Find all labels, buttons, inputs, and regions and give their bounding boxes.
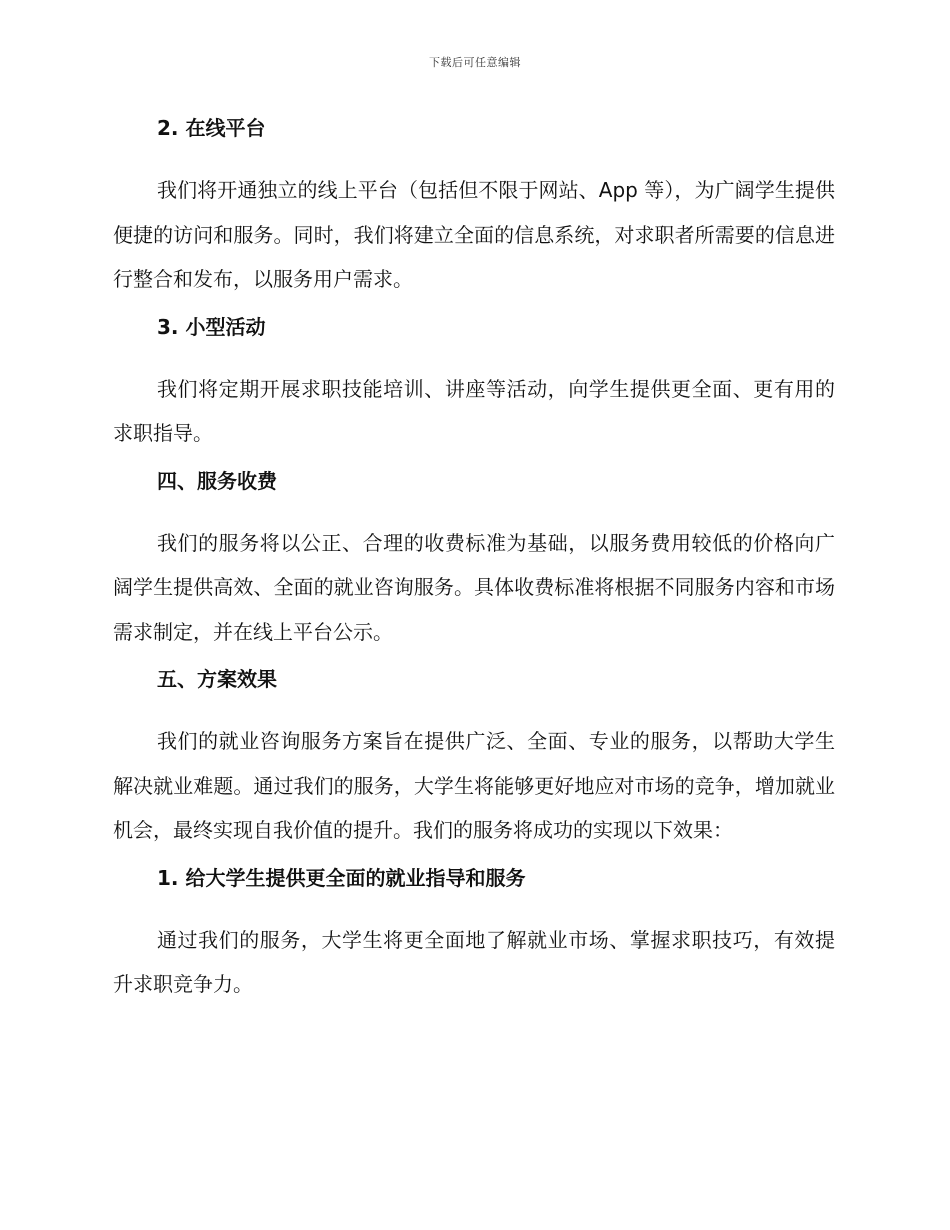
section-heading-online-platform: 2. 在线平台 xyxy=(157,116,266,140)
section-heading-service-fees: 四、服务收费 xyxy=(157,468,277,493)
page-header-note: 下载后可任意编辑 xyxy=(429,56,521,69)
paragraph-service-fees: 我们的服务将以公正、合理的收费标准为基础，以服务费用较低的价格向广阔学生提供高效、全面的就业咨询服务。具体收费标准将根据不同服务内容和市场需求制定，并在线上平台公示。 xyxy=(113,530,835,644)
section-heading-small-events: 3. 小型活动 xyxy=(157,314,266,339)
paragraph-plan-effects: 我们的就业咨询服务方案旨在提供广泛、全面、专业的服务，以帮助大学生解决就业难题。通过我们的服务，大学生将能够更好地应对市场的竞争，增加就业机会，最终实现自我价值的提升。我们的服务将成功的实现以下效果： xyxy=(113,729,835,842)
paragraph-small-events: 我们将定期开展求职技能培训、讲座等活动，向学生提供更全面、更有用的求职指导。 xyxy=(113,376,835,445)
section-heading-comprehensive-guidance: 1. 给大学生提供更全面的就业指导和服务 xyxy=(157,865,526,890)
document-body xyxy=(113,112,835,1016)
paragraph-comprehensive-guidance: 通过我们的服务，大学生将更全面地了解就业市场、掌握求职技巧，有效提升求职竞争力。 xyxy=(113,927,835,996)
paragraph-online-platform: 我们将开通独立的线上平台（包括但不限于网站、App 等），为广阔学生提供便捷的访问和服务。同时，我们将建立全面的信息系统，对求职者所需要的信息进行整合和发布，以服务用户需求。 xyxy=(113,178,835,291)
section-heading-plan-effects: 五、方案效果 xyxy=(157,667,277,691)
